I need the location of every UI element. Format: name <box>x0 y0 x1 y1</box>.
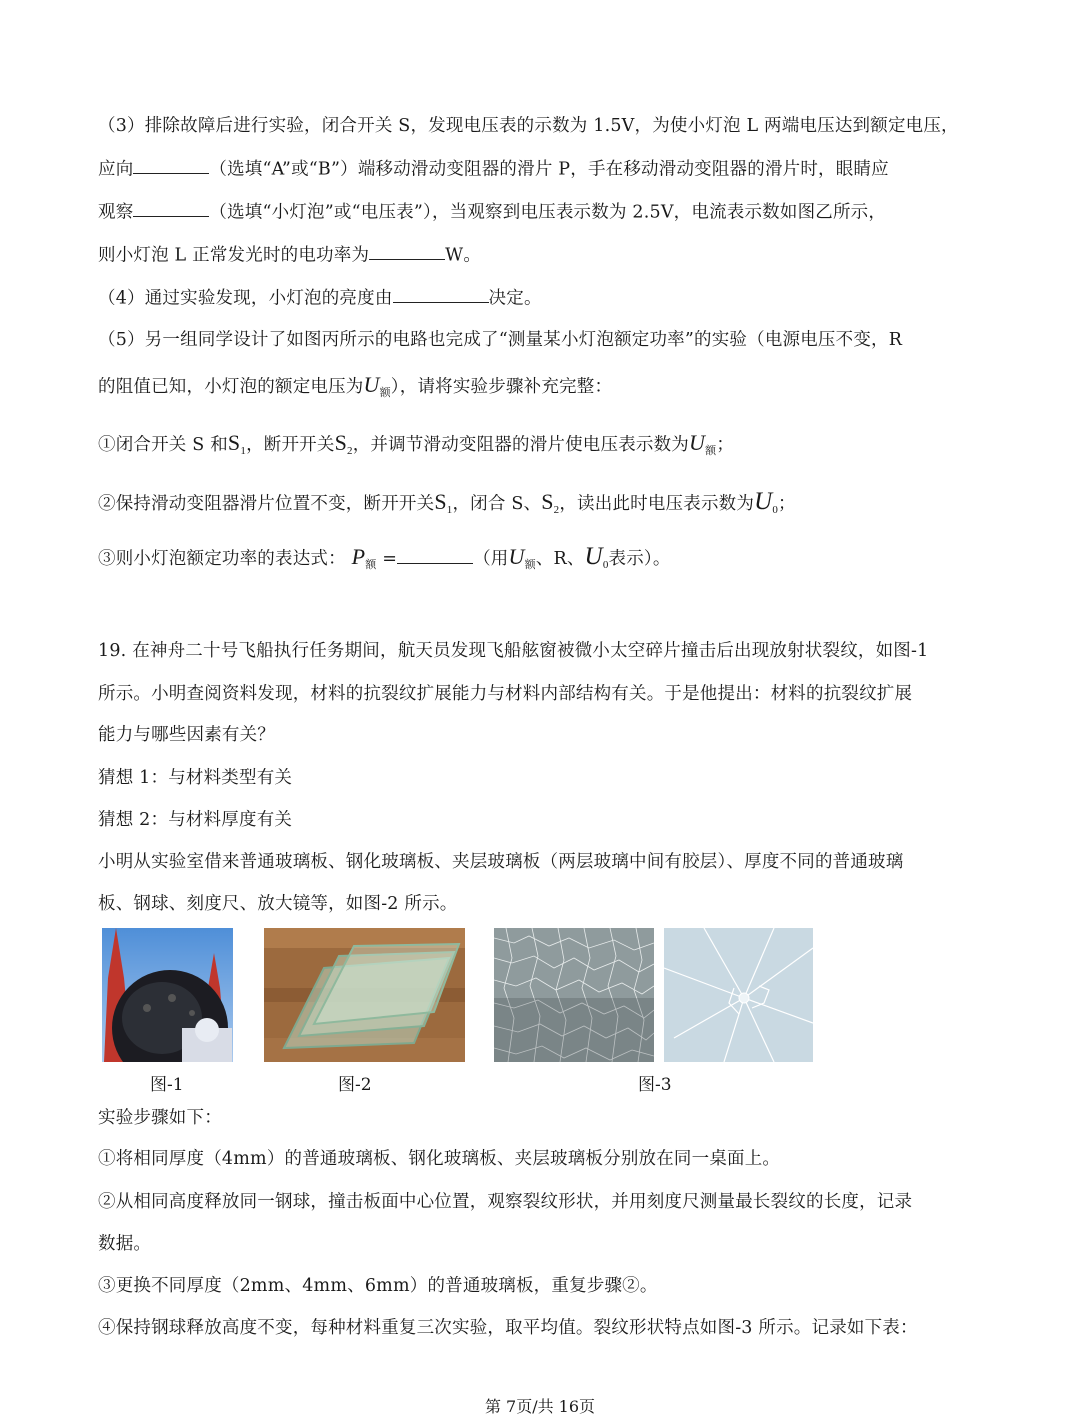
step-4: ④保持钢球释放高度不变，每种材料重复三次实验，取平均值。裂纹形状特点如图-3 所示。记录如下表： <box>98 1318 918 1338</box>
answer-blank-brightness <box>393 284 489 303</box>
step1-b: ，断开开关 <box>246 435 335 455</box>
materials-line1: 小明从实验室借来普通玻璃板、钢化玻璃板、夹层玻璃板（两层玻璃中间有胶层）、厚度不同的普通玻璃 <box>98 852 904 872</box>
step3-line <box>98 543 671 572</box>
u0-symbol: $U_0$ <box>754 488 779 516</box>
part3-line4 <box>98 241 481 266</box>
part3-line4-b: W。 <box>445 245 482 266</box>
s1-symbol-2: $S_1$ <box>434 489 453 516</box>
step1-c: ，并调节滑动变阻器的滑片使电压表示数为 <box>352 435 690 455</box>
part3-line3-a: 观察 <box>98 202 134 223</box>
step2-b: ，闭合 S、 <box>452 494 542 514</box>
part4-b: 决定。 <box>488 288 542 309</box>
part3-line3 <box>98 198 886 223</box>
p-rated-symbol: $P_额$ <box>351 544 377 571</box>
figure-2-caption: 图-2 <box>338 1075 372 1095</box>
step3-e: 表示）。 <box>608 549 671 569</box>
part3-line3-b: （选填“小灯泡”或“电压表”），当观察到电压表示数为 2.5V，电流表示数如图乙所示， <box>209 202 887 223</box>
part3-line2 <box>98 155 889 180</box>
part3-line1: （3）排除故障后进行实验，闭合开关 S，发现电压表的示数为 1.5V，为使小灯泡 L 两端电压达到额定电压， <box>98 116 959 136</box>
step1-line <box>98 430 734 458</box>
part5-line2-b: ），请将实验步骤补充完整： <box>390 377 613 397</box>
equals-sign: = <box>382 549 398 569</box>
spacecraft-photo <box>102 928 233 1062</box>
part3-line2-b: （选填“A”或“B”）端移动滑动变阻器的滑片 P，手在移动滑动变阻器的滑片时，眼睛应 <box>209 159 889 180</box>
s1-symbol: $S_1$ <box>227 430 247 457</box>
part4-line <box>98 284 542 309</box>
s2-symbol-2: $S_2$ <box>541 489 560 516</box>
part5-line1: （5）另一组同学设计了如图丙所示的电路也完成了“测量某小灯泡额定功率”的实验（电源电压不变，R <box>98 330 903 350</box>
step-2-line1: ②从相同高度释放同一钢球，撞击板面中心位置，观察裂纹形状，并用刻度尺测量最长裂纹的长度，记录 <box>98 1192 913 1212</box>
q19-line3: 能力与哪些因素有关？ <box>98 725 275 745</box>
materials-line2: 板、钢球、刻度尺、放大镜等，如图-2 所示。 <box>98 894 458 914</box>
answer-blank-expression <box>397 545 473 564</box>
step2-c: ，读出此时电压表示数为 <box>559 494 755 514</box>
u0-symbol-2: $U_0$ <box>584 543 609 571</box>
step1-d: ； <box>716 435 735 455</box>
figure-3-caption: 图-3 <box>638 1075 672 1095</box>
part5-line2 <box>98 372 612 400</box>
glass-plates-photo <box>264 928 465 1062</box>
step-3: ③更换不同厚度（2mm、4mm、6mm）的普通玻璃板，重复步骤②。 <box>98 1276 658 1296</box>
page-footer: 第 7页/共 16页 <box>484 1397 596 1416</box>
step2-line <box>98 488 796 516</box>
part3-line4-a: 则小灯泡 L 正常发光时的电功率为 <box>98 245 370 266</box>
answer-blank-observe <box>133 198 209 217</box>
u-rated-symbol-2: $U_额$ <box>689 430 717 457</box>
tempered-glass-crack-photo <box>494 928 654 1062</box>
step1-a: ①闭合开关 S 和 <box>98 435 228 455</box>
q19-line1: 19. 在神舟二十号飞船执行任务期间，航天员发现飞船舷窗被微小太空碎片撞击后出现放射状裂纹，如图-1 <box>98 641 929 661</box>
part4-a: （4）通过实验发现，小灯泡的亮度由 <box>98 288 393 309</box>
figure-1-caption: 图-1 <box>150 1075 184 1095</box>
ordinary-glass-crack-photo <box>664 928 813 1062</box>
steps-title: 实验步骤如下： <box>98 1108 222 1128</box>
s2-symbol: $S_2$ <box>334 430 353 457</box>
guess1: 猜想 1：与材料类型有关 <box>98 768 293 788</box>
u-rated-symbol-3: $U_额$ <box>508 544 536 571</box>
part3-line2-a: 应向 <box>98 159 134 180</box>
answer-blank-power <box>369 241 445 260</box>
answer-blank-direction <box>133 155 209 174</box>
step2-d: ； <box>778 494 796 514</box>
step-1: ①将相同厚度（4mm）的普通玻璃板、钢化玻璃板、夹层玻璃板分别放在同一桌面上。 <box>98 1149 781 1169</box>
u-rated-symbol: $U_额$ <box>363 372 391 399</box>
guess2: 猜想 2：与材料厚度有关 <box>98 810 293 830</box>
q19-line2: 所示。小明查阅资料发现，材料的抗裂纹扩展能力与材料内部结构有关。于是他提出：材料的抗裂纹扩展 <box>98 684 913 704</box>
step3-a: ③则小灯泡额定功率的表达式： <box>98 549 346 569</box>
part5-line2-a: 的阻值已知，小灯泡的额定电压为 <box>98 377 364 397</box>
step2-a: ②保持滑动变阻器滑片位置不变，断开开关 <box>98 494 435 514</box>
step3-d: 、R、 <box>535 549 585 569</box>
step-2-line2: 数据。 <box>98 1234 152 1254</box>
step3-c: （用 <box>473 549 509 569</box>
